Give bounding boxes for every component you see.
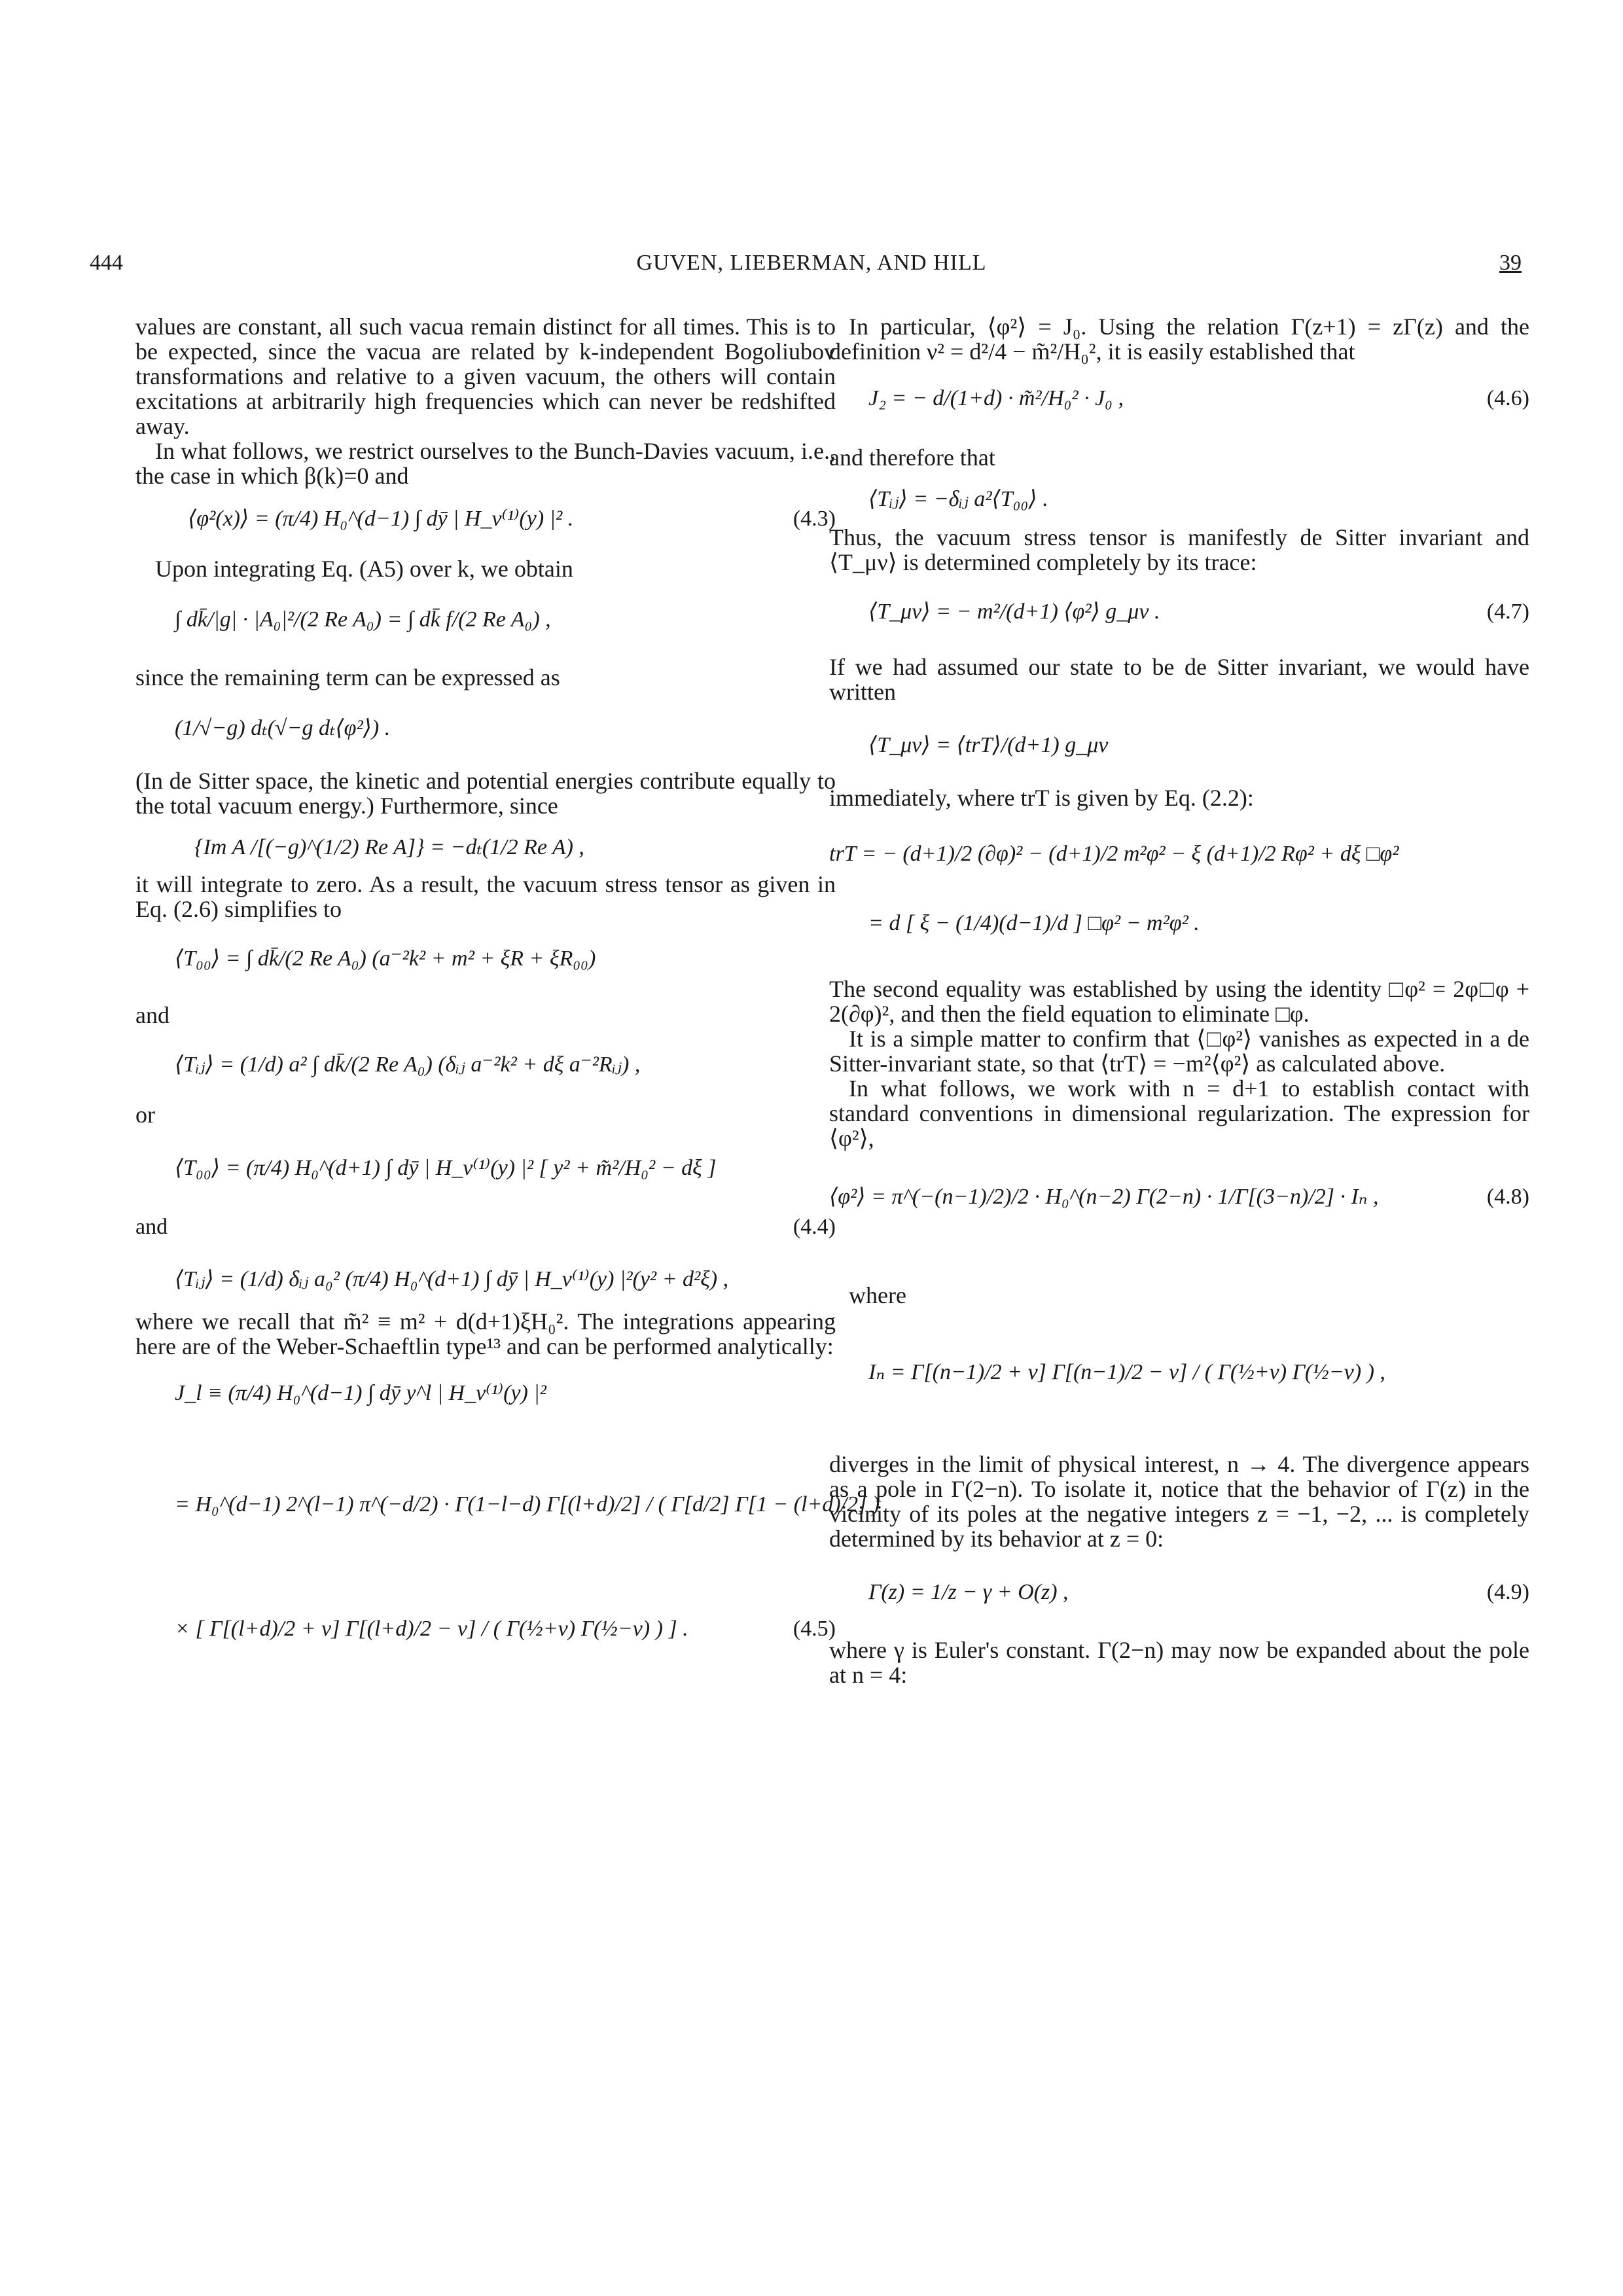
equation-number: (4.7) — [1486, 600, 1529, 624]
equation-body: ⟨Tᵢⱼ⟩ = (1/d) δᵢⱼ a₀² (π/4) H₀^(d+1) ∫ dȳ | H_ν⁽¹⁾(y) |²(y² + d²ξ) , — [175, 1267, 729, 1291]
paragraph: since the remaining term can be expressed as — [135, 664, 560, 691]
equation-Jl-definition — [175, 1381, 836, 1433]
equation-Tij — [175, 1052, 836, 1102]
equation-body: ⟨φ²⟩ = π^(−(n−1)/2)/2 · H₀^(n−2) Γ(2−n) · 1/Γ[(3−n)/2] · Iₙ , — [829, 1185, 1379, 1209]
equation-body: Γ(z) = 1/z − γ + O(z) , — [868, 1580, 1069, 1604]
equation-integral — [175, 607, 836, 660]
equation-4-6 — [868, 386, 1529, 445]
equation-number: (4.6) — [1486, 386, 1529, 410]
equation-body: ⟨T_μν⟩ = ⟨trT⟩/(d+1) g_μν — [868, 733, 1109, 757]
paragraph: It is a simple matter to confirm that ⟨□φ²⟩ vanishes as expected in a de Sitter-invariant state, so that ⟨trT⟩ = −m²⟨φ²⟩ as calculated above. — [829, 1026, 1529, 1077]
paragraph: where γ is Euler's constant. Γ(2−n) may now be expanded about the pole at n = 4: — [829, 1637, 1529, 1688]
equation-4-5-first-line — [175, 1492, 880, 1590]
paragraph: diverges in the limit of physical interest, n → 4. The divergence appears as a pole in Γ(2−n). To isolate it, notice that the behavior of Γ(z) in the vicinity of its poles at the negative integers z = −1, −2, ... is completely determined by its behavior at z = 0: — [829, 1451, 1529, 1552]
right-column — [829, 314, 1529, 1687]
equation-Tmunu-invariant — [868, 733, 1529, 785]
equation-4-4-label-row — [135, 1215, 836, 1241]
paragraph: If we had assumed our state to be de Sitter invariant, we would have written — [829, 654, 1529, 705]
equation-body: ∫ dk̄/|g| · |A₀|²/(2 Re A₀) = ∫ dk̄ f/(2 Re A₀) , — [175, 607, 551, 632]
running-header-authors: GUVEN, LIEBERMAN, AND HILL — [636, 251, 987, 275]
equation-body: (1/√−g) dₜ(√−g dₜ⟨φ²⟩) . — [175, 716, 391, 740]
paragraph: values are constant, all such vacua remain distinct for all times. This is to be expected, since the vacua are related by k-independent Bogoliubov transformations and relative to a given vacuum, the others will contain excitations at arbitrarily high frequencies which can never be redshifted away. — [135, 314, 836, 439]
equation-trT-second-line — [868, 911, 1529, 977]
paragraph: Upon integrating Eq. (A5) over k, we obtain — [155, 556, 573, 582]
equation-remaining-term — [175, 716, 836, 762]
equation-4-8 — [829, 1185, 1529, 1283]
equation-im — [194, 835, 836, 872]
equation-trT-first-line — [829, 842, 1529, 902]
equation-body: {Im A /[(−g)^(1/2) Re A]} = −dₜ(1/2 Re A) , — [194, 835, 584, 859]
equation-body: ⟨Tᵢⱼ⟩ = −δᵢⱼ a²⟨T₀₀⟩ . — [868, 487, 1048, 511]
equation-body: J₂ = − d/(1+d) · m̃²/H₀² · J₀ , — [868, 386, 1124, 410]
equation-number: (4.4) — [793, 1215, 836, 1239]
equation-body: ⟨T_μν⟩ = − m²/(d+1) ⟨φ²⟩ g_μν . — [868, 600, 1160, 624]
equation-Tij-trace — [868, 487, 1529, 525]
equation-number: (4.5) — [793, 1617, 836, 1641]
paragraph: The second equality was established by using the identity □φ² = 2φ□φ + 2(∂φ)², and then the field equation to eliminate □φ. — [829, 976, 1529, 1027]
word-and: and — [135, 1002, 169, 1028]
equation-4-7 — [868, 600, 1529, 655]
paragraph: where we recall that m̃² ≡ m² + d(d+1)ξH₀². The integrations appearing here are of the Weber-Schaeftlin type¹³ and can be performed analytically: — [135, 1308, 836, 1359]
equation-number: (4.3) — [793, 507, 836, 531]
equation-4-9 — [868, 1580, 1529, 1638]
paragraph: Thus, the vacuum stress tensor is manifestly de Sitter invariant and ⟨T_μν⟩ is determined completely by its trace: — [829, 524, 1529, 575]
word-where: where — [849, 1282, 906, 1308]
equation-body: ⟨T₀₀⟩ = ∫ dk̄/(2 Re A₀) (a⁻²k² + m² + ξR + ξR₀₀) — [175, 946, 596, 971]
equation-number: (4.9) — [1486, 1580, 1529, 1604]
paragraph: In particular, ⟨φ²⟩ = J₀. Using the relation Γ(z+1) = zΓ(z) and the definition ν² = d²/4 − m̃²/H₀², it is easily established that — [829, 314, 1529, 365]
equation-body: trT = − (d+1)/2 (∂φ)² − (d+1)/2 m²φ² − ξ (d+1)/2 Rφ² + dξ □φ² — [829, 842, 1399, 866]
word-and: and — [135, 1215, 168, 1239]
left-column — [135, 314, 880, 1708]
paragraph: immediately, where trT is given by Eq. (2.2): — [829, 785, 1254, 811]
equation-number: (4.8) — [1486, 1185, 1529, 1209]
equation-T00-expanded — [175, 1156, 836, 1215]
equation-T00 — [175, 946, 836, 1003]
paragraph: (In de Sitter space, the kinetic and potential energies contribute equally to the total vacuum energy.) Furthermore, since — [135, 768, 836, 819]
equation-Tij-expanded — [175, 1267, 836, 1309]
equation-body: = d [ ξ − (1/4)(d−1)/d ] □φ² − m²φ² . — [868, 911, 1200, 935]
equation-body: J_l ≡ (π/4) H₀^(d−1) ∫ dȳ y^l | H_ν⁽¹⁾(y) |² — [175, 1381, 546, 1405]
paragraph: it will integrate to zero. As a result, the vacuum stress tensor as given in Eq. (2.6) simplifies to — [135, 871, 836, 922]
equation-4-3 — [188, 507, 836, 542]
equation-body: × [ Γ[(l+d)/2 + ν] Γ[(l+d)/2 − ν] / ( Γ(½+ν) Γ(½−ν) ) ] . — [175, 1617, 688, 1641]
equation-In — [868, 1360, 1529, 1452]
equation-body: ⟨Tᵢⱼ⟩ = (1/d) a² ∫ dk̄/(2 Re A₀) (δᵢⱼ a⁻²k² + dξ a⁻²Rᵢⱼ) , — [175, 1052, 641, 1077]
page-number: 444 — [90, 251, 123, 275]
equation-body: ⟨T₀₀⟩ = (π/4) H₀^(d+1) ∫ dȳ | H_ν⁽¹⁾(y) |² [ y² + m̃²/H₀² − dξ ] — [175, 1156, 717, 1180]
word-or: or — [135, 1102, 155, 1128]
volume-number: 39 — [1499, 251, 1522, 275]
paragraph: In what follows, we work with n = d+1 to establish contact with standard conventions in dimensional regularization. The expression for ⟨φ²⟩, — [829, 1075, 1529, 1151]
paragraph: and therefore that — [829, 444, 995, 471]
paragraph: In what follows, we restrict ourselves to the Bunch-Davies vacuum, i.e., the case in which β(k)=0 and — [135, 438, 836, 489]
equation-body: ⟨φ²(x)⟩ = (π/4) H₀^(d−1) ∫ dȳ | H_ν⁽¹⁾(y) |² . — [188, 507, 574, 531]
equation-4-5-second-line — [175, 1617, 836, 1708]
equation-body: = H₀^(d−1) 2^(l−1) π^(−d/2) · Γ(1−l−d) Γ[(l+d)/2] / ( Γ[d/2] Γ[1 − (l+d)/2] ) — [175, 1492, 880, 1516]
equation-body: Iₙ = Γ[(n−1)/2 + ν] Γ[(n−1)/2 − ν] / ( Γ(½+ν) Γ(½−ν) ) , — [868, 1360, 1385, 1384]
